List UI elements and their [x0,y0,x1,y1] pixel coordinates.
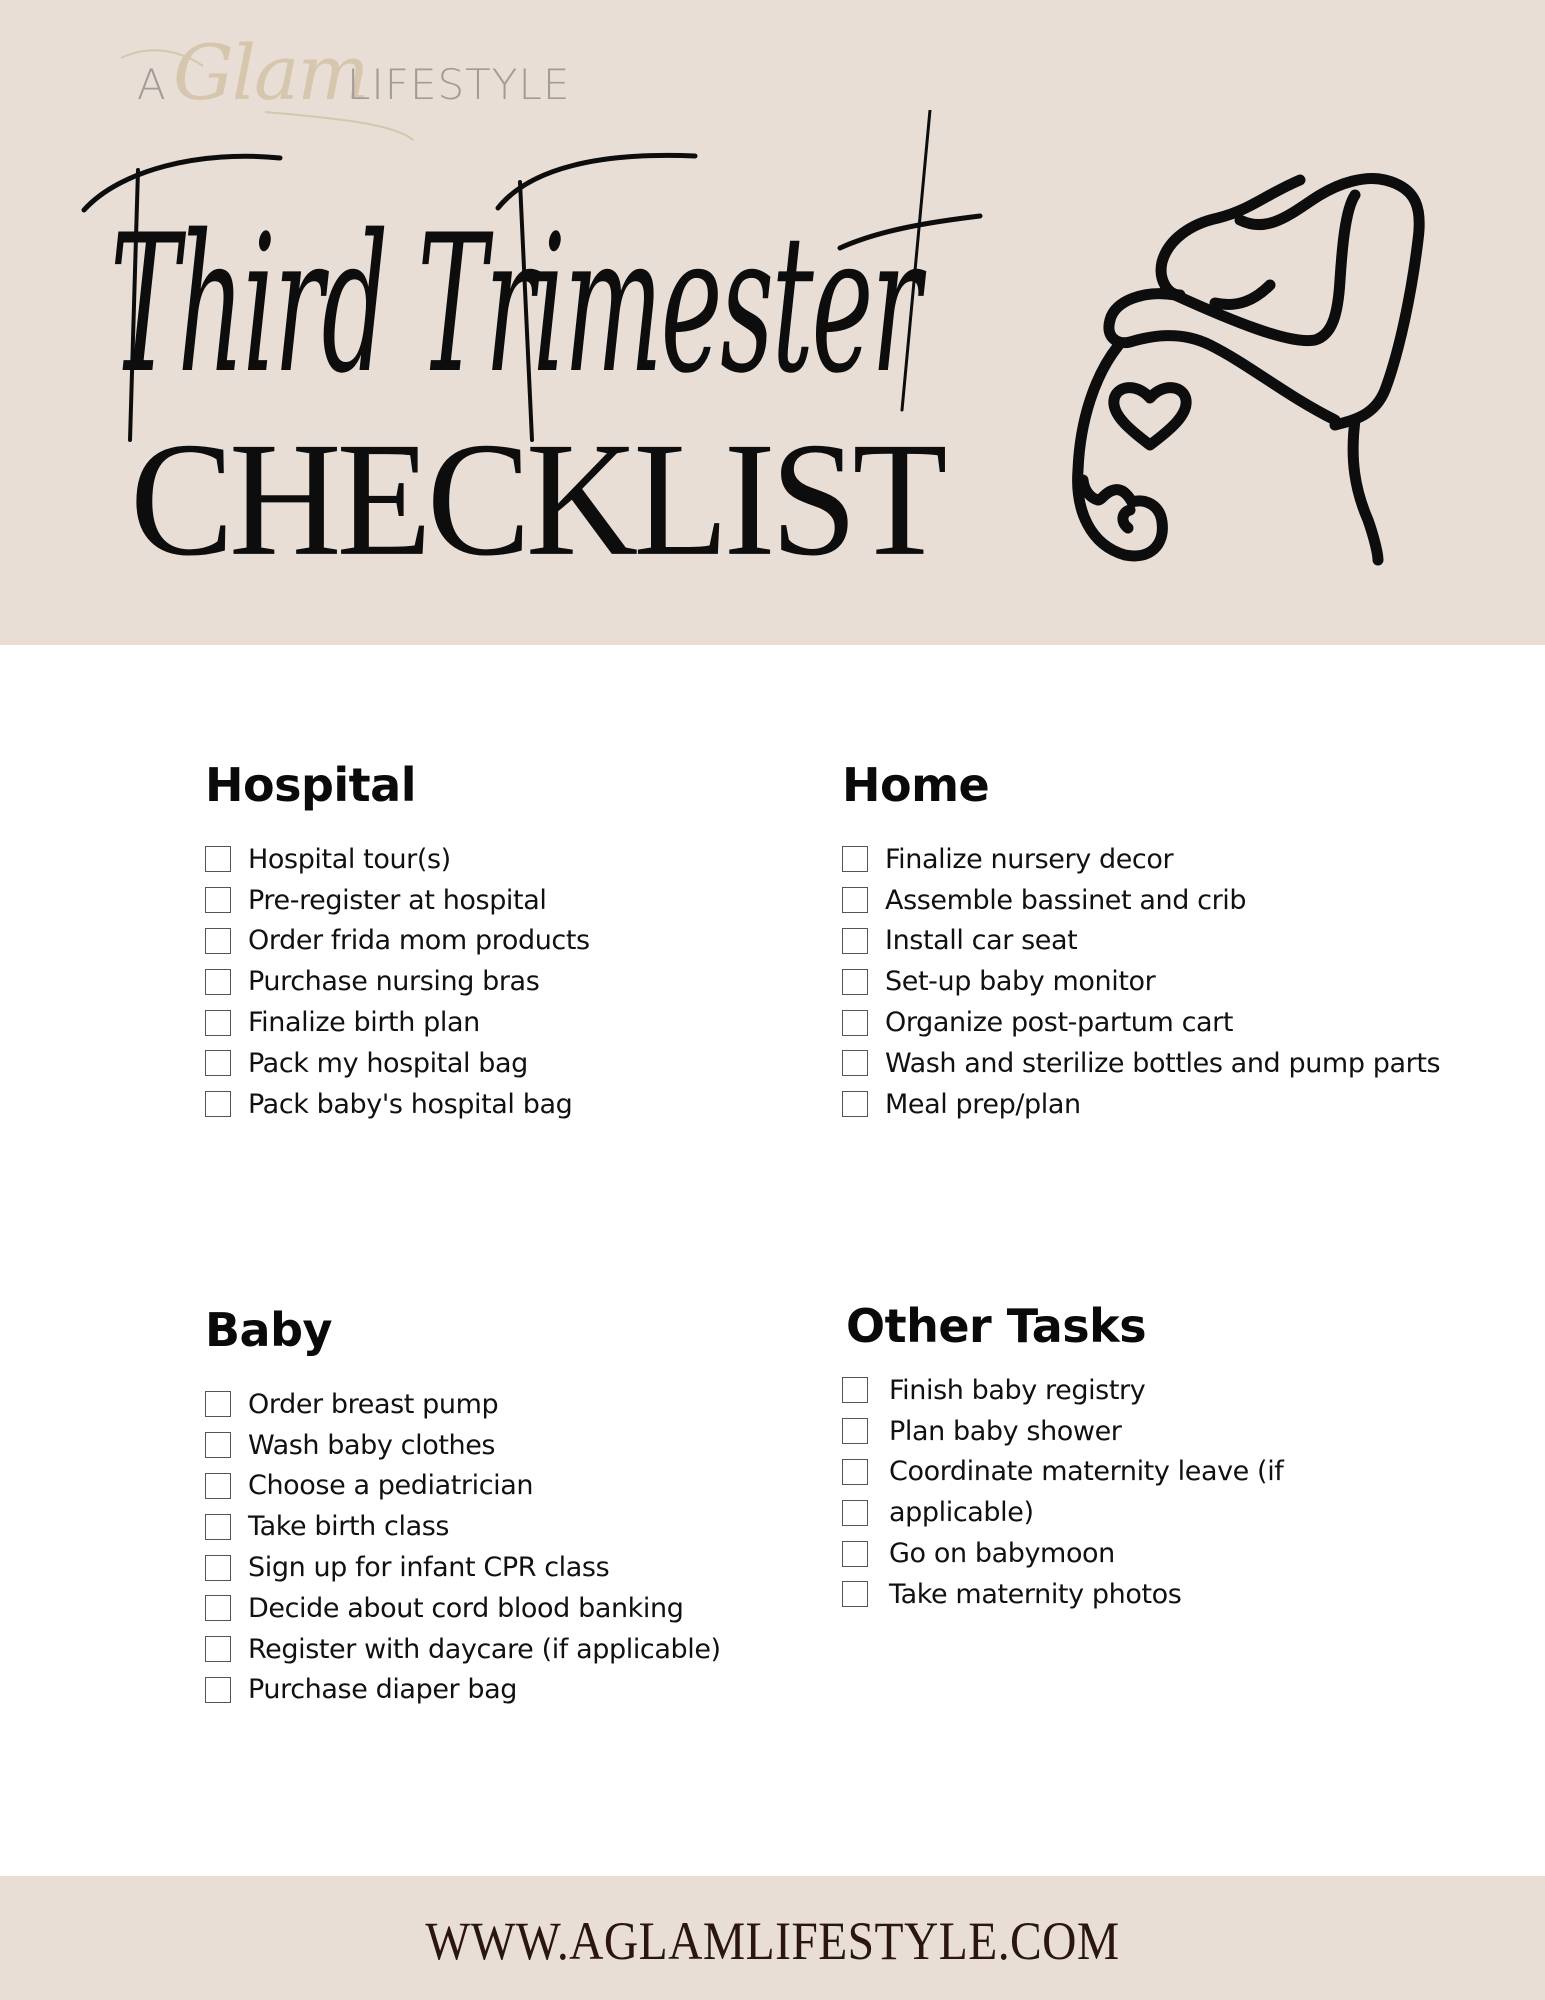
item-label: Take maternity photos [889,1578,1182,1610]
checklist-item[interactable] [842,1002,1440,1043]
checkbox[interactable] [205,928,231,954]
item-label: Finalize nursery decor [885,843,1174,875]
section-title: Hospital [205,758,416,812]
checklist-item[interactable] [842,1084,1440,1125]
checklist-item[interactable] [842,921,1440,962]
item-label: Organize post-partum cart [885,1007,1234,1039]
checkbox[interactable] [205,1432,231,1458]
checkbox[interactable] [842,928,868,954]
section-hospital [205,755,590,1125]
item-label: Pack my hospital bag [248,1047,528,1079]
checklist-item[interactable] [205,1084,590,1125]
checkbox[interactable] [842,887,868,913]
item-label: Assemble bassinet and crib [885,884,1247,916]
checklist-item[interactable] [205,1506,721,1547]
item-label: Wash baby clothes [248,1429,496,1461]
checkbox[interactable] [205,1595,231,1621]
item-label: Take birth class [248,1511,450,1543]
checklist-item[interactable] [846,1574,1283,1615]
checkbox[interactable] [205,969,231,995]
checklist [846,1370,1283,1615]
section-baby [205,1300,721,1710]
footer-band [0,1876,1545,2000]
checkbox[interactable] [842,1050,868,1076]
item-label: Plan baby shower [889,1415,1122,1447]
title-script-block [80,110,1060,450]
checkbox[interactable] [205,846,231,872]
item-label: Wash and sterilize bottles and pump parts [885,1047,1441,1079]
checkbox[interactable] [205,1636,231,1662]
item-label: Decide about cord blood banking [248,1592,684,1624]
section-other-tasks [846,1296,1283,1615]
item-label: Coordinate maternity leave (if [889,1456,1284,1488]
checklist-item[interactable] [205,880,590,921]
item-label: Go on babymoon [889,1538,1115,1570]
checklist-item[interactable] [846,1533,1283,1574]
checklist [842,839,1440,1125]
item-label: Register with daycare (if applicable) [248,1633,721,1665]
checklist-item[interactable] [846,1370,1283,1411]
checkbox[interactable] [205,1050,231,1076]
checkbox[interactable] [842,969,868,995]
logo-script: Glam [173,28,368,117]
checkbox[interactable] [205,1555,231,1581]
item-label: Purchase nursing bras [248,966,540,998]
checklist [205,1384,721,1710]
item-label: Meal prep/plan [885,1088,1081,1120]
checklist [205,839,590,1125]
checkbox[interactable] [842,1091,868,1117]
website-link[interactable]: WWW.AGLAMLIFESTYLE.COM [425,1911,1120,1971]
checkbox[interactable] [842,1581,868,1607]
item-label: Order breast pump [248,1388,499,1420]
item-label: Finalize birth plan [248,1007,480,1039]
checkbox[interactable] [842,1541,868,1567]
item-label: Pack baby's hospital bag [248,1088,573,1120]
item-label: Finish baby registry [889,1374,1146,1406]
item-label: Order frida mom products [248,925,590,957]
item-label: Choose a pediatrician [248,1470,534,1502]
title-checklist: CHECKLIST [130,409,943,590]
item-label: Install car seat [885,925,1078,957]
checklist-item[interactable] [205,1384,721,1425]
checklist-item[interactable] [205,1629,721,1670]
checklist-item[interactable] [205,1425,721,1466]
item-label: Sign up for infant CPR class [248,1552,610,1584]
header-band [0,0,1545,645]
checklist-item[interactable] [846,1411,1283,1452]
checklist-item[interactable] [205,961,590,1002]
checklist-item[interactable] [205,1547,721,1588]
checkbox[interactable] [205,1091,231,1117]
checkbox[interactable] [842,1377,868,1403]
title-script: Third Trimester [110,194,919,415]
checkbox[interactable] [205,1010,231,1036]
checkbox[interactable] [205,887,231,913]
item-label: Pre-register at hospital [248,884,547,916]
checklist-item[interactable] [205,1043,590,1084]
checklist-item[interactable] [842,961,1440,1002]
logo-prefix: A [137,60,168,109]
checkbox[interactable] [205,1391,231,1417]
checklist-item[interactable] [846,1452,1283,1493]
checklist-item[interactable] [205,1466,721,1507]
checklist-item[interactable] [842,839,1440,880]
checkbox[interactable] [205,1514,231,1540]
pregnant-woman-icon [1050,150,1450,580]
checklist-item[interactable] [846,1492,1283,1533]
checklist-item[interactable] [842,880,1440,921]
item-label: Hospital tour(s) [248,843,451,875]
checkbox[interactable] [205,1677,231,1703]
item-label: applicable) [889,1497,1034,1529]
checkbox[interactable] [842,1500,868,1526]
checkbox[interactable] [205,1473,231,1499]
section-title: Baby [205,1303,333,1357]
checklist-item[interactable] [842,1043,1440,1084]
checklist-item[interactable] [205,839,590,880]
section-title: Other Tasks [846,1299,1147,1353]
checkbox[interactable] [842,1010,868,1036]
item-label: Purchase diaper bag [248,1674,518,1706]
checklist-item[interactable] [205,1588,721,1629]
section-home [842,755,1440,1125]
section-title: Home [842,758,990,812]
checklist-item[interactable] [205,1002,590,1043]
checklist-item[interactable] [205,1670,721,1711]
checkbox[interactable] [842,846,868,872]
item-label: Set-up baby monitor [885,966,1156,998]
checklist-item[interactable] [205,921,590,962]
checkbox[interactable] [842,1459,868,1485]
checkbox[interactable] [842,1418,868,1444]
logo-suffix: LIFESTYLE [347,60,571,109]
